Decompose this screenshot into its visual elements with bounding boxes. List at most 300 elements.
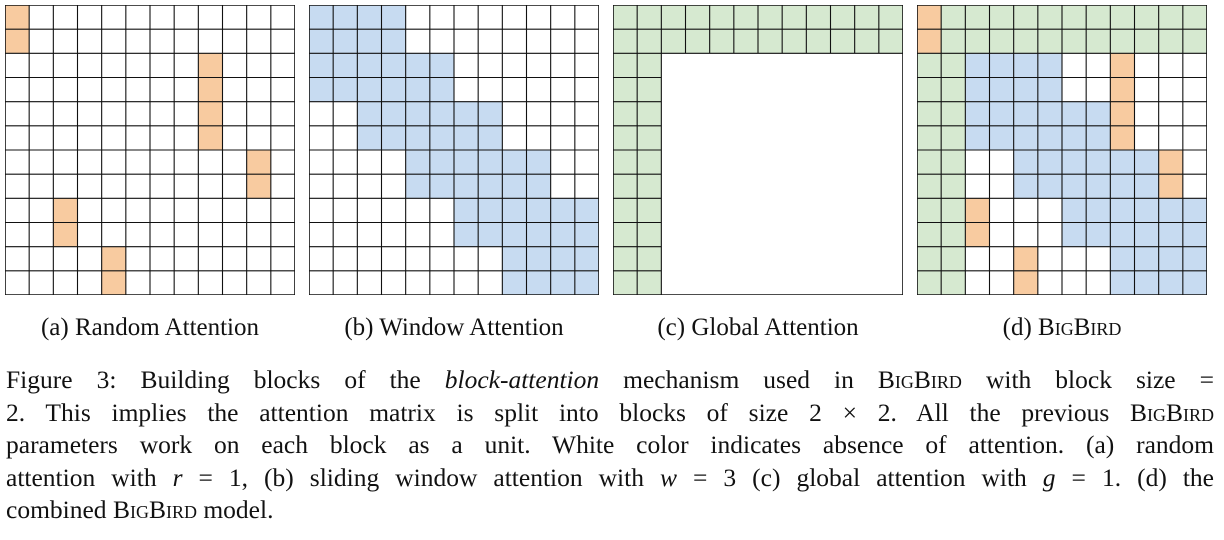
grid-cell-empty <box>78 102 102 126</box>
grid-cell-global <box>806 5 830 29</box>
grid-cell-global <box>941 78 965 102</box>
grid-cell-empty <box>686 198 710 222</box>
grid-cell-global <box>941 174 965 198</box>
grid-cell-global <box>917 271 941 295</box>
grid-cell-window <box>1135 271 1159 295</box>
grid-cell-empty <box>102 78 126 102</box>
grid-cell-empty <box>661 78 685 102</box>
grid-cell-global <box>613 198 637 222</box>
caption-segment: = 1. (d) the <box>1055 462 1214 492</box>
caption-bigbird <box>917 313 1207 343</box>
grid-cell-empty <box>879 102 903 126</box>
grid-cell-random <box>53 223 77 247</box>
grid-cell-empty <box>271 271 295 295</box>
grid-cell-global <box>613 174 637 198</box>
grid-cell-empty <box>223 53 247 77</box>
grid-cell-window <box>1086 174 1110 198</box>
grid-cell-empty <box>53 78 77 102</box>
grid-cell-empty <box>382 223 406 247</box>
caption-segment: = 1, (b) sliding window attention with <box>182 462 660 492</box>
grid-cell-window <box>965 78 989 102</box>
grid-cell-empty <box>782 126 806 150</box>
grid-cell-empty <box>454 5 478 29</box>
grid-cell-global <box>879 29 903 53</box>
grid-cell-empty <box>734 102 758 126</box>
grid-cell-empty <box>247 223 271 247</box>
caption-segment: 2 × 2 <box>809 397 891 427</box>
grid-cell-window <box>1014 150 1038 174</box>
grid-cell-empty <box>53 102 77 126</box>
grid-cell-empty <box>126 247 150 271</box>
grid-cell-window <box>1183 271 1207 295</box>
grid-cell-empty <box>271 174 295 198</box>
grid-cell-empty <box>357 174 381 198</box>
grid-cell-empty <box>782 150 806 174</box>
grid-cell-empty <box>174 223 198 247</box>
grid-cell-empty <box>5 223 29 247</box>
grid-cell-global <box>1038 29 1062 53</box>
grid-cell-window <box>430 53 454 77</box>
grid-cell-empty <box>382 198 406 222</box>
grid-cell-global <box>637 198 661 222</box>
grid-cell-empty <box>879 150 903 174</box>
grid-cell-empty <box>150 126 174 150</box>
grid-cell-empty <box>223 78 247 102</box>
grid-cell-empty <box>710 223 734 247</box>
grid-cell-empty <box>333 247 357 271</box>
grid-cell-window <box>1062 150 1086 174</box>
grid-cell-empty <box>527 53 551 77</box>
grid-cell-empty <box>53 53 77 77</box>
grid-cell-window <box>430 102 454 126</box>
grid-cell-empty <box>357 247 381 271</box>
grid-random-attention <box>5 5 295 295</box>
grid-cell-empty <box>990 150 1014 174</box>
grid-cell-empty <box>879 271 903 295</box>
grid-cell-global <box>917 198 941 222</box>
grid-cell-empty <box>126 198 150 222</box>
grid-cell-random <box>917 29 941 53</box>
grid-cell-empty <box>1038 247 1062 271</box>
grid-cell-global <box>879 5 903 29</box>
caption-segment: BigBird <box>1130 397 1215 427</box>
grid-cell-window <box>1110 247 1134 271</box>
grid-cell-empty <box>126 126 150 150</box>
grid-cell-window <box>382 5 406 29</box>
grid-bigbird <box>917 5 1207 295</box>
grid-cell-empty <box>150 29 174 53</box>
grid-cell-empty <box>126 174 150 198</box>
grid-cell-empty <box>1038 198 1062 222</box>
caption-bigbird-name: BigBird <box>1038 314 1122 341</box>
grid-cell-empty <box>1086 247 1110 271</box>
grid-cell-empty <box>102 126 126 150</box>
grid-cell-empty <box>78 53 102 77</box>
grid-cell-global <box>941 29 965 53</box>
grid-cell-empty <box>1014 223 1038 247</box>
grid-cell-empty <box>661 198 685 222</box>
grid-cell-empty <box>53 150 77 174</box>
grid-cell-empty <box>333 126 357 150</box>
grid-cell-empty <box>5 247 29 271</box>
grid-cell-empty <box>575 174 599 198</box>
grid-cell-global <box>941 223 965 247</box>
grid-cell-global <box>855 5 879 29</box>
grid-cell-random <box>1110 102 1134 126</box>
grid-cell-empty <box>806 271 830 295</box>
grid-cell-empty <box>198 150 222 174</box>
grid-cell-empty <box>1159 126 1183 150</box>
grid-cell-empty <box>855 247 879 271</box>
grid-cell-window <box>357 102 381 126</box>
grid-cell-empty <box>527 78 551 102</box>
grid-cell-random <box>5 5 29 29</box>
grid-cell-empty <box>223 271 247 295</box>
grid-cell-global <box>917 150 941 174</box>
grid-cell-random <box>1014 271 1038 295</box>
grid-cell-empty <box>333 174 357 198</box>
caption-segment: Figure 3: Building blocks of the <box>6 365 445 394</box>
grid-cell-empty <box>53 174 77 198</box>
grid-cell-empty <box>309 150 333 174</box>
grid-cell-empty <box>831 174 855 198</box>
grid-cell-window <box>575 271 599 295</box>
grid-cell-global <box>613 126 637 150</box>
grid-cell-empty <box>29 271 53 295</box>
grid-cell-empty <box>478 5 502 29</box>
grid-cell-empty <box>78 223 102 247</box>
grid-cell-empty <box>247 78 271 102</box>
grid-cell-empty <box>879 247 903 271</box>
grid-cell-empty <box>710 150 734 174</box>
grid-cell-empty <box>855 102 879 126</box>
grid-cell-empty <box>357 223 381 247</box>
grid-cell-empty <box>831 198 855 222</box>
grid-cell-window <box>1159 198 1183 222</box>
grid-cell-empty <box>758 174 782 198</box>
grid-cell-empty <box>29 78 53 102</box>
grid-cell-empty <box>271 102 295 126</box>
grid-cell-window <box>990 126 1014 150</box>
grid-cell-empty <box>309 198 333 222</box>
grid-cell-empty <box>247 102 271 126</box>
grid-cell-empty <box>575 29 599 53</box>
grid-cell-window <box>1183 247 1207 271</box>
grid-cell-empty <box>1086 53 1110 77</box>
grid-cell-empty <box>782 53 806 77</box>
grid-cell-window <box>1159 271 1183 295</box>
grid-cell-empty <box>53 5 77 29</box>
grid-cell-empty <box>782 174 806 198</box>
grid-cell-empty <box>247 271 271 295</box>
grid-cell-window <box>502 198 526 222</box>
grid-cell-empty <box>309 174 333 198</box>
grid-cell-global <box>1038 5 1062 29</box>
grid-cell-empty <box>879 53 903 77</box>
grid-cell-empty <box>575 5 599 29</box>
caption-segment: = 3 (c) global attention with <box>677 462 1043 492</box>
grid-cell-empty <box>686 102 710 126</box>
grid-cell-global <box>941 5 965 29</box>
grid-cell-empty <box>990 198 1014 222</box>
grid-cell-window <box>1110 223 1134 247</box>
grid-cell-empty <box>1014 198 1038 222</box>
grid-cell-empty <box>686 78 710 102</box>
grid-cell-empty <box>879 78 903 102</box>
grid-cell-empty <box>782 223 806 247</box>
grid-cell-empty <box>406 198 430 222</box>
grid-cell-empty <box>29 5 53 29</box>
grid-cell-empty <box>502 5 526 29</box>
grid-window-attention <box>309 5 599 295</box>
grid-cell-random <box>1110 126 1134 150</box>
grid-cell-window <box>406 102 430 126</box>
grid-cell-empty <box>551 102 575 126</box>
grid-cell-empty <box>478 247 502 271</box>
grid-cell-empty <box>661 247 685 271</box>
grid-cell-empty <box>29 150 53 174</box>
grid-cell-window <box>1038 78 1062 102</box>
grid-cell-empty <box>382 271 406 295</box>
grid-cell-empty <box>430 247 454 271</box>
grid-cell-empty <box>247 247 271 271</box>
grid-cell-empty <box>1183 78 1207 102</box>
grid-cell-empty <box>879 198 903 222</box>
grid-cell-empty <box>478 78 502 102</box>
caption-segment: with block size = <box>961 365 1214 394</box>
grid-cell-empty <box>831 102 855 126</box>
grid-cell-empty <box>174 5 198 29</box>
grid-cell-empty <box>575 126 599 150</box>
grid-cell-global <box>941 102 965 126</box>
grid-cell-window <box>965 53 989 77</box>
grid-cell-window <box>1086 150 1110 174</box>
grid-cell-empty <box>174 247 198 271</box>
grid-cell-empty <box>527 126 551 150</box>
grid-cell-empty <box>430 29 454 53</box>
grid-cell-window <box>1135 198 1159 222</box>
grid-cell-empty <box>551 78 575 102</box>
caption-global-attention-text: (c) Global Attention <box>657 314 859 341</box>
grid-cell-global <box>637 126 661 150</box>
grid-cell-window <box>575 198 599 222</box>
grid-cell-empty <box>734 247 758 271</box>
grid-cell-empty <box>5 78 29 102</box>
grid-cell-empty <box>309 223 333 247</box>
grid-cell-empty <box>454 271 478 295</box>
grid-cell-window <box>382 53 406 77</box>
grid-cell-empty <box>551 150 575 174</box>
grid-cell-empty <box>782 102 806 126</box>
grid-cell-empty <box>174 78 198 102</box>
grid-cell-empty <box>102 174 126 198</box>
caption-segment: mechanism used in <box>599 365 878 394</box>
grid-cell-global <box>686 29 710 53</box>
grid-cell-window <box>478 174 502 198</box>
grid-cell-empty <box>247 29 271 53</box>
grid-cell-window <box>1062 174 1086 198</box>
grid-cell-empty <box>150 5 174 29</box>
grid-cell-global <box>637 102 661 126</box>
grid-cell-window <box>990 53 1014 77</box>
grid-cell-window <box>1062 126 1086 150</box>
grid-cell-empty <box>198 271 222 295</box>
grid-cell-empty <box>78 271 102 295</box>
grid-cell-global <box>613 78 637 102</box>
grid-cell-empty <box>734 126 758 150</box>
grid-cell-empty <box>247 5 271 29</box>
grid-cell-empty <box>126 102 150 126</box>
grid-cell-empty <box>855 198 879 222</box>
grid-cell-global <box>1062 5 1086 29</box>
grid-cell-empty <box>758 126 782 150</box>
grid-cell-empty <box>575 150 599 174</box>
grid-cell-empty <box>29 198 53 222</box>
grid-cell-empty <box>879 126 903 150</box>
grid-cell-random <box>53 198 77 222</box>
grid-cell-random <box>1110 78 1134 102</box>
grid-cell-empty <box>502 29 526 53</box>
grid-cell-empty <box>855 126 879 150</box>
grid-cell-window <box>527 223 551 247</box>
caption-line <box>6 494 1214 527</box>
grid-cell-window <box>430 78 454 102</box>
grid-cell-window <box>454 150 478 174</box>
grid-cell-empty <box>223 223 247 247</box>
grid-cell-window <box>1062 102 1086 126</box>
grid-cell-empty <box>575 102 599 126</box>
grid-cell-empty <box>198 29 222 53</box>
grid-cell-empty <box>126 271 150 295</box>
grid-cell-empty <box>78 174 102 198</box>
grid-cell-random <box>198 102 222 126</box>
grid-cell-global <box>1159 29 1183 53</box>
grid-cell-random <box>1110 53 1134 77</box>
grid-cell-empty <box>150 247 174 271</box>
grid-cell-empty <box>734 78 758 102</box>
grid-cell-empty <box>102 53 126 77</box>
grid-cell-window <box>1038 150 1062 174</box>
caption-random-attention-text: (a) Random Attention <box>40 314 260 341</box>
grid-cell-window <box>502 247 526 271</box>
grid-cell-empty <box>174 174 198 198</box>
grid-cell-empty <box>710 174 734 198</box>
grid-cell-empty <box>831 78 855 102</box>
grid-cell-global <box>661 29 685 53</box>
grid-cell-empty <box>29 53 53 77</box>
grid-cell-empty <box>198 223 222 247</box>
grid-cell-empty <box>686 150 710 174</box>
grid-cell-empty <box>150 271 174 295</box>
grid-cell-empty <box>150 174 174 198</box>
grid-cell-window <box>1135 247 1159 271</box>
grid-cell-empty <box>831 223 855 247</box>
grid-cell-empty <box>126 5 150 29</box>
grid-cell-window <box>527 271 551 295</box>
grid-cell-empty <box>333 223 357 247</box>
grid-cell-window <box>382 78 406 102</box>
grid-cell-window <box>1038 53 1062 77</box>
grid-cell-empty <box>29 247 53 271</box>
grid-cell-global <box>990 29 1014 53</box>
grid-cell-empty <box>527 102 551 126</box>
grid-cell-empty <box>782 198 806 222</box>
grid-cell-empty <box>198 247 222 271</box>
grid-cell-empty <box>661 102 685 126</box>
grid-cell-empty <box>430 198 454 222</box>
grid-cell-global <box>613 247 637 271</box>
grid-cell-empty <box>527 29 551 53</box>
grid-cell-empty <box>661 53 685 77</box>
grid-cell-global <box>941 126 965 150</box>
caption-segment: parameters work on each block as a unit. White color indicates absence of attention. (a) random <box>6 430 1214 459</box>
grid-cell-empty <box>271 198 295 222</box>
grid-cell-empty <box>855 223 879 247</box>
grid-cell-empty <box>686 223 710 247</box>
grid-cell-random <box>198 126 222 150</box>
grid-cell-empty <box>1086 271 1110 295</box>
grid-cell-global <box>941 247 965 271</box>
grid-cell-empty <box>223 247 247 271</box>
grid-cell-empty <box>806 198 830 222</box>
grid-cell-global <box>637 29 661 53</box>
grid-cell-empty <box>734 174 758 198</box>
grid-cell-global <box>734 29 758 53</box>
grid-cell-empty <box>1135 102 1159 126</box>
grid-cell-global <box>710 29 734 53</box>
grid-cell-global <box>1159 5 1183 29</box>
grid-cell-empty <box>78 29 102 53</box>
grid-cell-random <box>102 247 126 271</box>
grid-cell-empty <box>174 198 198 222</box>
grid-cell-empty <box>223 29 247 53</box>
grid-cell-empty <box>575 53 599 77</box>
grid-cell-empty <box>150 198 174 222</box>
grid-cell-empty <box>102 5 126 29</box>
grid-cell-empty <box>1086 78 1110 102</box>
grid-cell-empty <box>53 29 77 53</box>
grid-cell-empty <box>478 271 502 295</box>
grid-cell-random <box>1014 247 1038 271</box>
grid-cell-window <box>527 247 551 271</box>
grid-cell-empty <box>333 271 357 295</box>
grid-cell-empty <box>661 174 685 198</box>
grid-cell-empty <box>454 78 478 102</box>
grid-cell-window <box>551 247 575 271</box>
grid-cell-empty <box>174 102 198 126</box>
grid-cell-window <box>1014 174 1038 198</box>
grid-cell-empty <box>661 223 685 247</box>
grid-cell-empty <box>661 126 685 150</box>
grid-cell-global <box>1086 5 1110 29</box>
grid-cell-empty <box>734 198 758 222</box>
grid-cell-empty <box>855 53 879 77</box>
grid-cell-empty <box>1183 126 1207 150</box>
grid-cell-empty <box>831 126 855 150</box>
grid-cell-empty <box>990 247 1014 271</box>
grid-cell-window <box>1110 271 1134 295</box>
grid-cell-global <box>855 29 879 53</box>
grid-cell-window <box>1135 150 1159 174</box>
grid-cell-empty <box>126 223 150 247</box>
caption-random-attention <box>5 313 295 343</box>
grid-cell-empty <box>806 53 830 77</box>
grid-cell-empty <box>247 126 271 150</box>
grid-cell-empty <box>502 102 526 126</box>
grid-cell-empty <box>879 223 903 247</box>
grid-cell-empty <box>806 247 830 271</box>
grid-cell-global <box>637 247 661 271</box>
